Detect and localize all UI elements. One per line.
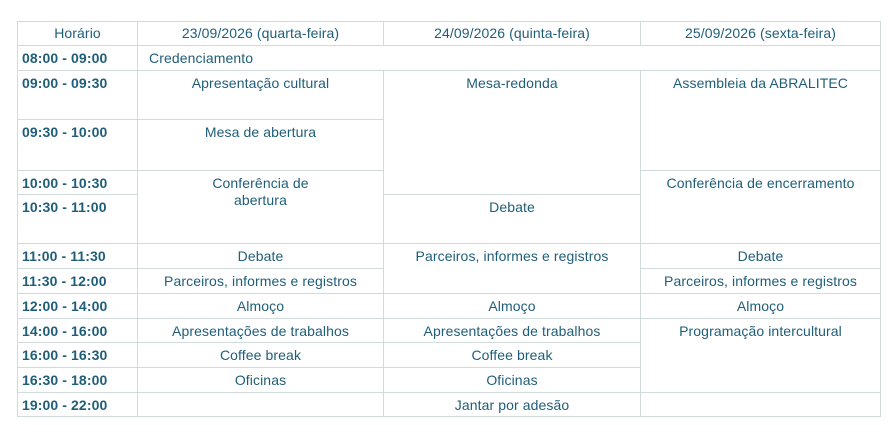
day2-almoco: Almoço xyxy=(384,294,641,319)
day1-parceiros: Parceiros, informes e registros xyxy=(138,269,384,294)
credenciamento-cell xyxy=(138,46,881,71)
day2-apresentacoes: Apresentações de trabalhos xyxy=(384,319,641,343)
table-row xyxy=(18,393,881,417)
time-cell: 10:30 - 11:00 xyxy=(18,195,138,244)
time-cell: 09:00 - 09:30 xyxy=(18,71,138,120)
time-cell: 19:00 - 22:00 xyxy=(18,393,138,417)
day1-apresentacoes: Apresentações de trabalhos xyxy=(138,319,384,343)
table-row xyxy=(18,319,881,343)
table-row xyxy=(18,244,881,269)
day2-jantar: Jantar por adesão xyxy=(384,393,641,417)
time-cell: 11:00 - 11:30 xyxy=(18,244,138,269)
day3-conferencia-encerramento: Conferência de encerramento xyxy=(641,171,881,244)
day1-mesa-abertura: Mesa de abertura xyxy=(138,120,384,171)
time-cell: 09:30 - 10:00 xyxy=(18,120,138,171)
table-row xyxy=(18,46,881,71)
time-cell: 08:00 - 09:00 xyxy=(18,46,138,71)
day1-almoco: Almoço xyxy=(138,294,384,319)
day1-debate: Debate xyxy=(138,244,384,269)
header-time: Horário xyxy=(18,22,138,46)
header-day3: 25/09/2026 (sexta-feira) xyxy=(641,22,881,46)
time-cell: 10:00 - 10:30 xyxy=(18,171,138,195)
day2-mesa-redonda: Mesa-redonda xyxy=(384,71,641,195)
day2-parceiros: Parceiros, informes e registros xyxy=(384,244,641,294)
credenciamento-label: Credenciamento xyxy=(149,50,254,66)
day1-empty xyxy=(138,393,384,417)
day1-apresentacao-cultural: Apresentação cultural xyxy=(138,71,384,120)
day2-coffee: Coffee break xyxy=(384,343,641,368)
day1-conferencia-abertura xyxy=(138,171,384,244)
day3-parceiros: Parceiros, informes e registros xyxy=(641,269,881,294)
table-row xyxy=(18,294,881,319)
time-cell: 12:00 - 14:00 xyxy=(18,294,138,319)
time-cell: 11:30 - 12:00 xyxy=(18,269,138,294)
header-day1: 23/09/2026 (quarta-feira) xyxy=(138,22,384,46)
day1-conferencia-abertura-label: Conferência de abertura xyxy=(212,175,309,208)
day3-programacao: Programação intercultural xyxy=(641,319,881,393)
time-cell: 14:00 - 16:00 xyxy=(18,319,138,343)
day3-debate: Debate xyxy=(641,244,881,269)
table-row xyxy=(18,71,881,120)
day2-oficinas: Oficinas xyxy=(384,368,641,393)
header-row xyxy=(18,22,881,46)
day3-almoco: Almoço xyxy=(641,294,881,319)
header-day2: 24/09/2026 (quinta-feira) xyxy=(384,22,641,46)
day2-debate: Debate xyxy=(384,195,641,244)
time-cell: 16:30 - 18:00 xyxy=(18,368,138,393)
day3-empty xyxy=(641,393,881,417)
day1-coffee: Coffee break xyxy=(138,343,384,368)
time-cell: 16:00 - 16:30 xyxy=(18,343,138,368)
day3-assembleia: Assembleia da ABRALITEC xyxy=(641,71,881,171)
day1-oficinas: Oficinas xyxy=(138,368,384,393)
schedule-table xyxy=(17,21,881,417)
